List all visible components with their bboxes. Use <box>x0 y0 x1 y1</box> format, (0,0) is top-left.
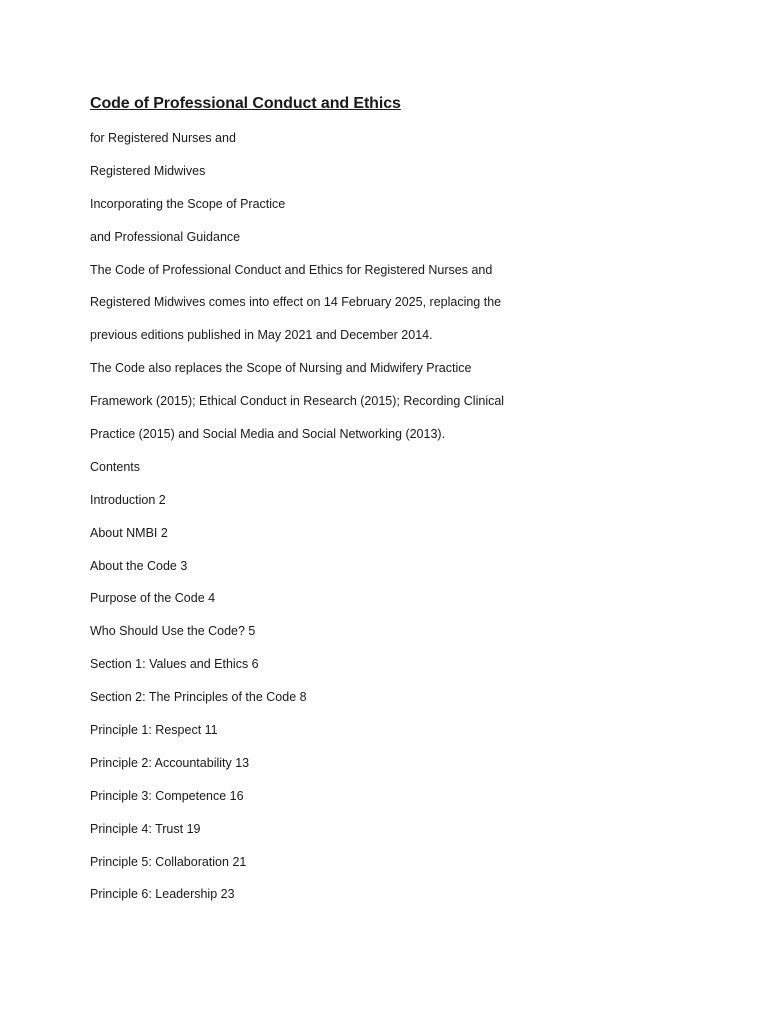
toc-entry: Purpose of the Code 4 <box>90 591 216 606</box>
intro-paragraph-line: Framework (2015); Ethical Conduct in Research (2015); Recording Clinical <box>90 394 505 409</box>
intro-paragraph-line: previous editions published in May 2021 and December 2014. <box>90 328 433 343</box>
intro-paragraph-line: Registered Midwives comes into effect on 14 February 2025, replacing the <box>90 295 502 310</box>
document-page <box>90 93 690 917</box>
toc-entry: About NMBI 2 <box>90 525 168 540</box>
toc-entry: Introduction 2 <box>90 492 166 507</box>
toc-entry: Principle 2: Accountability 13 <box>90 755 250 770</box>
subtitle-line: and Professional Guidance <box>90 229 241 244</box>
contents-heading: Contents <box>90 459 141 474</box>
toc-entry: Principle 1: Respect 11 <box>90 723 218 738</box>
intro-paragraph-line: Practice (2015) and Social Media and Social Networking (2013). <box>90 427 446 442</box>
toc-entry: Principle 3: Competence 16 <box>90 788 244 803</box>
toc-entry: About the Code 3 <box>90 558 188 573</box>
toc-entry: Section 2: The Principles of the Code 8 <box>90 690 307 705</box>
toc-entry: Section 1: Values and Ethics 6 <box>90 657 259 672</box>
toc-entry: Principle 5: Collaboration 21 <box>90 854 247 869</box>
intro-paragraph-line: The Code of Professional Conduct and Ethics for Registered Nurses and <box>90 262 493 277</box>
toc-entry: Principle 6: Leadership 23 <box>90 887 235 902</box>
document-title: Code of Professional Conduct and Ethics <box>90 95 401 112</box>
subtitle-line: Registered Midwives <box>90 163 206 178</box>
subtitle-line: Incorporating the Scope of Practice <box>90 196 286 211</box>
intro-paragraph-line: The Code also replaces the Scope of Nursing and Midwifery Practice <box>90 361 472 376</box>
toc-entry: Principle 4: Trust 19 <box>90 821 201 836</box>
subtitle-line: for Registered Nurses and <box>90 131 236 145</box>
toc-entry: Who Should Use the Code? 5 <box>90 624 256 639</box>
